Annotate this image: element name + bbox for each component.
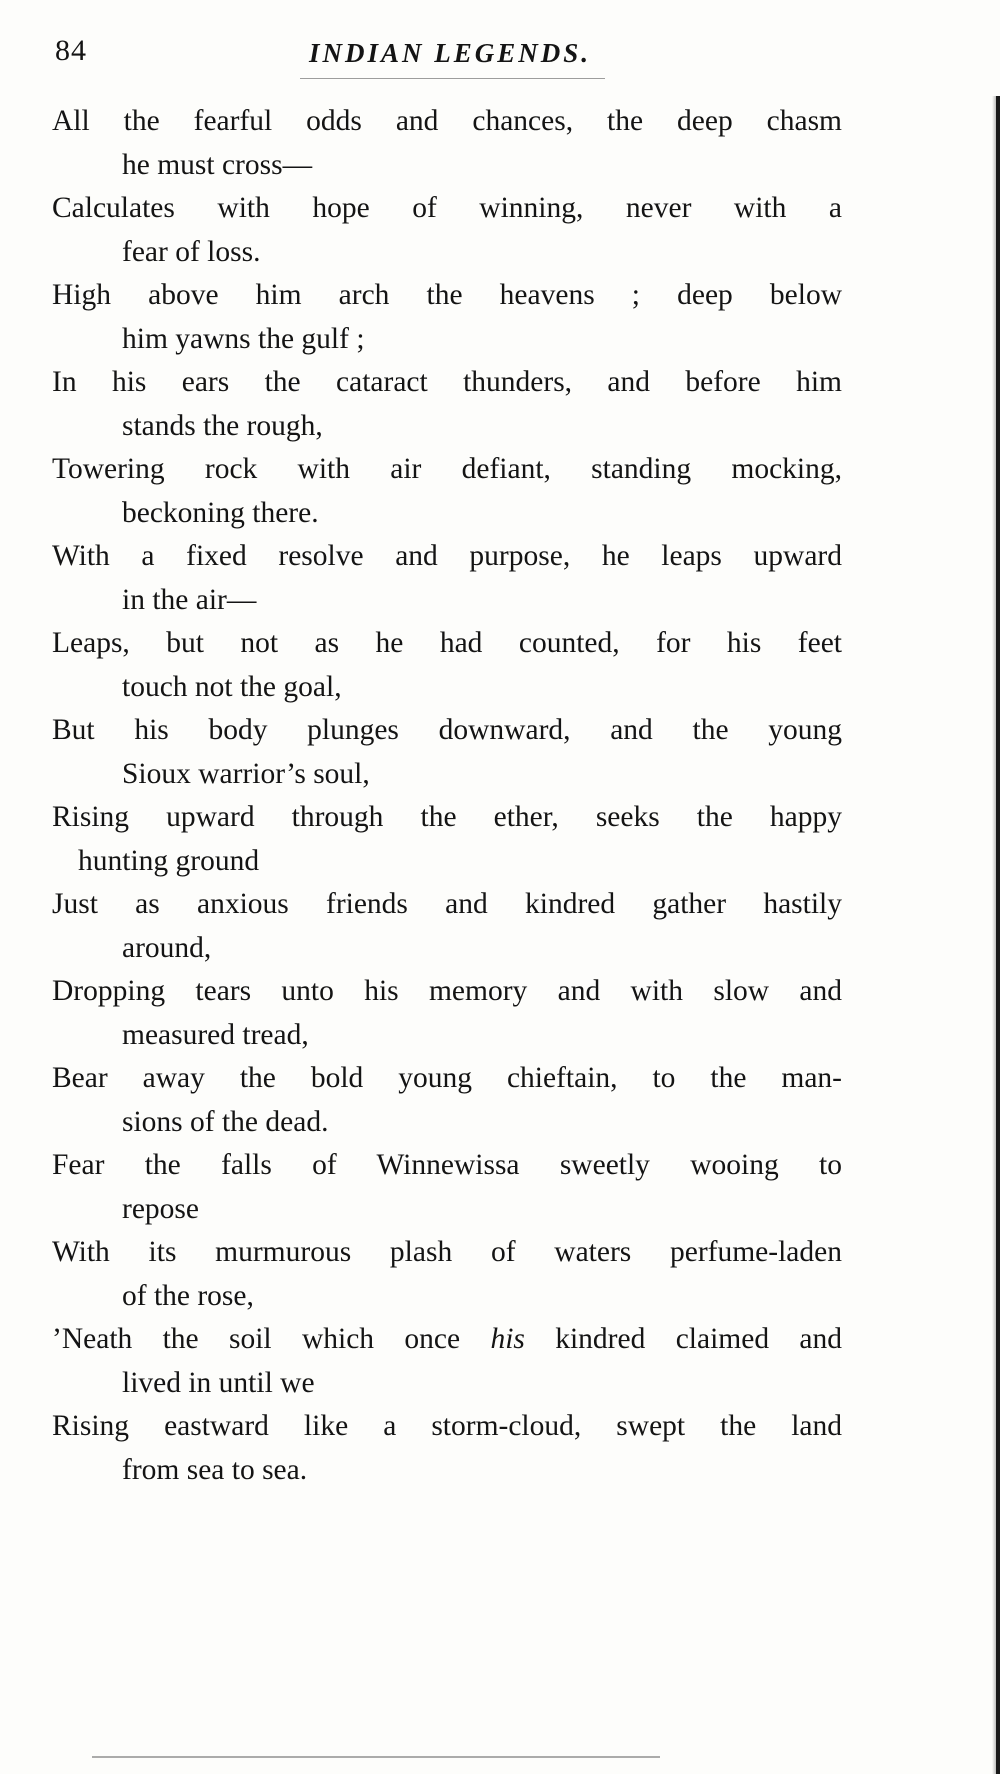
poem-line [52, 1144, 842, 1231]
poem-text-segment: stands the rough, [122, 409, 323, 442]
poem-line [52, 274, 842, 361]
poem-line-main [52, 622, 842, 666]
poem-text-segment: repose [122, 1192, 199, 1225]
poem-line-main [52, 274, 842, 318]
header-rule [300, 78, 605, 79]
poem-line-main [52, 100, 842, 144]
poem-line-continuation [52, 753, 842, 797]
poem-line-continuation [52, 1362, 842, 1406]
poem-line-main [52, 1057, 842, 1101]
poem-text-segment: Fear the falls of Winnewissa sweetly wooing to [52, 1149, 842, 1181]
poem-line-continuation [52, 666, 842, 710]
poem-line-main [52, 187, 842, 231]
poem-body [52, 100, 842, 1492]
poem-line [52, 535, 842, 622]
poem-line-main [52, 796, 842, 840]
poem-text-segment: But his body plunges downward, and the young [52, 714, 842, 746]
poem-text-segment: lived in until we [122, 1366, 315, 1399]
poem-line-continuation [52, 492, 842, 536]
poem-text-segment: With a fixed resolve and purpose, he leaps upward [52, 540, 842, 572]
poem-line [52, 187, 842, 274]
poem-text-segment: Rising eastward like a storm-cloud, swept the land [52, 1410, 842, 1442]
poem-line-continuation [52, 144, 842, 188]
poem-line-main [52, 709, 842, 753]
poem-text-segment: Bear away the bold young chieftain, to the man- [52, 1062, 842, 1094]
poem-line [52, 970, 842, 1057]
poem-line-main [52, 448, 842, 492]
poem-text-segment: ’Neath the soil which once [52, 1323, 491, 1355]
poem-text-segment: fear of loss. [122, 235, 261, 268]
poem-text-segment: In his ears the cataract thunders, and before him [52, 366, 842, 398]
poem-text-segment: around, [122, 931, 212, 964]
poem-line-continuation [52, 1275, 842, 1319]
poem-line-main [52, 535, 842, 579]
poem-line-continuation [52, 840, 842, 884]
poem-line-main [52, 1318, 842, 1362]
poem-text-segment: Towering rock with air defiant, standing mocking, [52, 453, 842, 485]
poem-text-segment: Dropping tears unto his memory and with slow and [52, 975, 842, 1007]
poem-line [52, 1318, 842, 1405]
running-head-title: INDIAN LEGENDS. [308, 38, 592, 68]
poem-line-continuation [52, 231, 842, 275]
poem-text-segment: in the air— [122, 583, 257, 616]
poem-line-main [52, 970, 842, 1014]
poem-text-segment: Leaps, but not as he had counted, for his feet [52, 627, 842, 659]
poem-line-main [52, 1231, 842, 1275]
poem-text-segment: of the rose, [122, 1279, 254, 1312]
poem-line-main [52, 883, 842, 927]
poem-line [52, 622, 842, 709]
poem-line [52, 883, 842, 970]
poem-line-continuation [52, 1449, 842, 1493]
poem-line [52, 100, 842, 187]
poem-line-continuation [52, 1101, 842, 1145]
poem-line-main [52, 1144, 842, 1188]
page-number: 84 [55, 34, 87, 67]
poem-italic-word: his [490, 1323, 525, 1355]
poem-text-segment: from sea to sea. [122, 1453, 308, 1486]
poem-text-segment: High above him arch the heavens ; deep below [52, 279, 842, 311]
poem-line-main [52, 361, 842, 405]
poem-text-segment: Calculates with hope of winning, never with a [52, 192, 842, 224]
poem-line-continuation [52, 927, 842, 971]
poem-line-continuation [52, 318, 842, 362]
scan-bottom-artifact [92, 1756, 660, 1758]
poem-line [52, 1231, 842, 1318]
poem-text-segment: sions of the dead. [122, 1105, 329, 1138]
poem-text-segment: All the fearful odds and chances, the deep chasm [52, 105, 842, 137]
poem-line-continuation [52, 1014, 842, 1058]
scan-edge-line [996, 96, 1000, 1774]
poem-text-segment: hunting ground [78, 844, 260, 877]
poem-line-continuation [52, 579, 842, 623]
poem-line-continuation [52, 405, 842, 449]
poem-line [52, 709, 842, 796]
poem-text-segment: him yawns the gulf ; [122, 322, 365, 355]
poem-line [52, 1057, 842, 1144]
poem-line [52, 448, 842, 535]
poem-line [52, 796, 842, 883]
poem-text-segment: touch not the goal, [122, 670, 342, 703]
poem-text-segment: Just as anxious friends and kindred gather hastily [52, 888, 842, 920]
poem-line [52, 1405, 842, 1492]
poem-text-segment: Rising upward through the ether, seeks the happy [52, 801, 842, 833]
poem-text-segment: With its murmurous plash of waters perfume-laden [52, 1236, 842, 1268]
poem-line [52, 361, 842, 448]
poem-text-segment: kindred claimed and [524, 1323, 843, 1355]
poem-text-segment: he must cross— [122, 148, 313, 181]
poem-line-main [52, 1405, 842, 1449]
poem-text-segment: Sioux warrior’s soul, [122, 757, 370, 790]
poem-line-continuation [52, 1188, 842, 1232]
poem-text-segment: measured tread, [122, 1018, 309, 1051]
poem-text-segment: beckoning there. [122, 496, 319, 529]
